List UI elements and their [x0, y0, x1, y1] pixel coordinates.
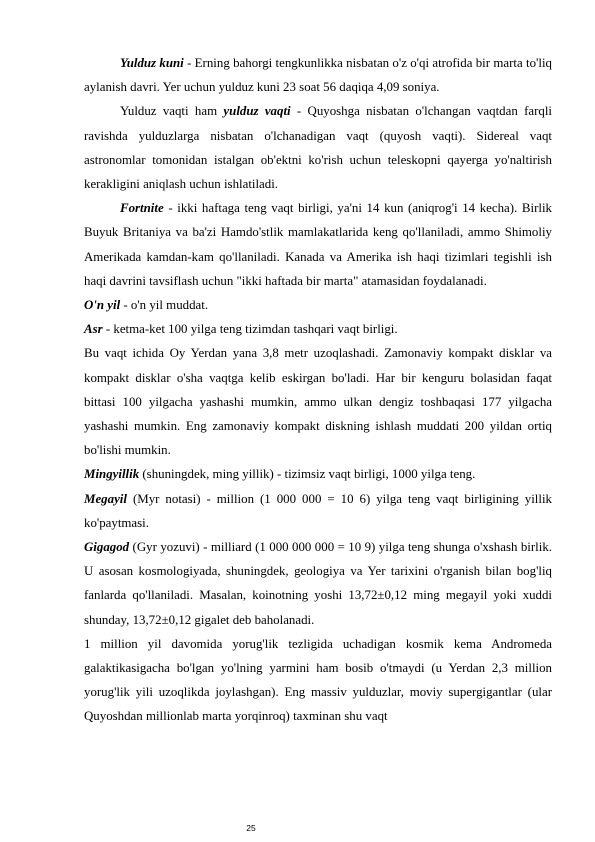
document-body — [84, 51, 552, 729]
lead-yulduz-vaqti: Yulduz vaqti ham — [120, 104, 224, 119]
definition-asr: - ketma-ket 100 yilga teng tizimdan tashqari vaqt birligi. — [102, 322, 398, 337]
paragraph-asr — [84, 317, 552, 341]
paragraph-mingyillik — [84, 462, 552, 486]
definition-mingyillik: (shuningdek, ming yillik) - tizimsiz vaqt birligi, 1000 yilga teng. — [139, 467, 476, 482]
term-yulduz-vaqti: yulduz vaqti — [223, 104, 291, 119]
paragraph-million-years — [84, 632, 552, 729]
definition-on-yil: - o'n yil muddat. — [120, 298, 209, 313]
term-gigagod: Gigagod — [84, 540, 130, 555]
term-asr: Asr — [84, 322, 103, 337]
million-years-text: 1 million yil davomida yorug'lik tezligida uchadigan kosmik kema Andromeda galaktikasigacha bo'lgan yo'lning yarmini ham bosib o'tmaydi (u Yerdan 2,3 million yorug'lik yili uzoqlikda joylashgan). Eng massiv yulduzlar, moviy supergigantlar (ular Quyoshdan millionlab marta yorqinroq) taxminan shu vaqt — [84, 636, 552, 724]
term-mingyillik: Mingyillik — [84, 467, 140, 482]
term-on-yil: O'n yil — [84, 298, 121, 313]
term-megayil: Megayil — [84, 491, 127, 506]
century-facts-text: Bu vaqt ichida Oy Yerdan yana 3,8 metr uzoqlashadi. Zamonaviy kompakt disklar va kompakt disklar o'sha vaqtga kelib eskirgan bo'ladi. Har bir kenguru bolasidan faqat bittasi 100 yilgacha yashashi mumkin, ammo ulkan dengiz toshbaqasi 177 yilgacha yashashi mumkin. Eng zamonaviy kompakt diskning ishlash muddati 200 yildan ortiq bo'lishi mumkin. — [84, 346, 552, 458]
page-number: 25 — [246, 823, 256, 833]
paragraph-megayil — [84, 487, 552, 535]
definition-yulduz-kuni: - Erning bahorgi tengkunlikka nisbatan o'z o'qi atrofida bir marta to'liq aylanish davri. Yer uchun yulduz kuni 23 soat 56 daqiqa 4,09 soniya. — [84, 56, 552, 95]
term-fortnite: Fortnite — [120, 201, 164, 216]
paragraph-yulduz-vaqti — [84, 99, 552, 196]
definition-fortnite: - ikki haftaga teng vaqt birligi, ya'ni 14 kun (aniqrog'i 14 kecha). Birlik Buyuk Britaniya va ba'zi Hamdo'stlik mamlakatlarida keng qo'llaniladi, ammo Shimoliy Amerikada kamdan-kam qo'llaniladi. Kanada va Amerika ish haqi tizimlari tegishli ish haqi davrini tavsiflash uchun "ikki haftada bir marta" atamasidan foydalanadi. — [84, 201, 552, 288]
paragraph-century-facts — [84, 341, 552, 462]
paragraph-yulduz-kuni — [84, 51, 552, 99]
paragraph-gigagod — [84, 535, 552, 632]
paragraph-on-yil — [84, 293, 552, 317]
term-yulduz-kuni: Yulduz kuni — [120, 56, 184, 70]
definition-yulduz-vaqti: - Quyoshga nisbatan o'lchangan vaqtdan farqli ravishda yulduzlarga nisbatan o'lchanadigan vaqt (quyosh vaqti). Sidereal vaqt astronomlar tomonidan istalgan ob'ektni ko'rish uchun teleskopni qayerga yo'naltirish kerakligini aniqlash uchun ishlatiladi. — [84, 104, 552, 192]
paragraph-fortnite — [84, 196, 552, 293]
definition-gigagod: (Gyr yozuvi) - milliard (1 000 000 000 = 10 9) yilga teng shunga o'xshash birlik. U asosan kosmologiyada, shuningdek, geologiya va Yer tarixini o'rganish bilan bog'liq fanlarda qo'llaniladi. Masalan, koinotning yoshi 13,72±0,12 ming megayil yoki xuddi shunday, 13,72±0,12 gigalet deb baholanadi. — [84, 540, 552, 627]
definition-megayil: (Myr notasi) - million (1 000 000 = 10 6) yilga teng vaqt birligining yillik ko'paytmasi. — [84, 491, 552, 530]
